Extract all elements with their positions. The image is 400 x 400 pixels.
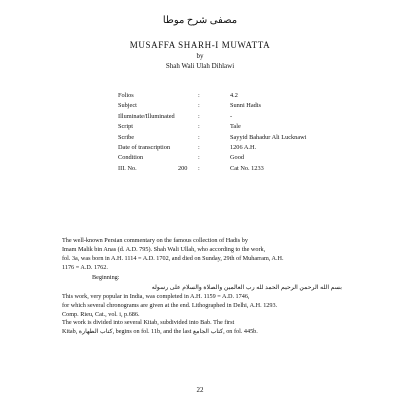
completion-paragraph — [62, 292, 352, 319]
meta-row-folios — [118, 92, 328, 102]
meta-row-subject — [118, 102, 328, 112]
meta-colon: : — [198, 143, 200, 151]
meta-row-scribe — [118, 134, 328, 144]
paragraph-line: The well-known Persian commentary on the famous collection of Hadis by — [62, 237, 248, 244]
by-label: by — [196, 52, 204, 60]
meta-colon: : — [198, 164, 200, 172]
meta-label: Illuminate/Illuminated — [118, 112, 175, 120]
accession-label: III. No. — [118, 164, 137, 172]
paragraph-line: Kitab, كتاب الطهارة, begins on fol. 11b, and the last كتاب الجامع, on fol. 445b. — [62, 328, 258, 335]
paragraph-line: Comp. Rieu, Cat., vol. i, p.686. — [62, 311, 140, 318]
meta-label: Scribe — [118, 133, 135, 141]
meta-row-date — [118, 144, 328, 154]
paragraph-line: This work, very popular in India, was completed in A.H. 1159 = A.D. 1746, — [62, 293, 250, 300]
meta-row-accession — [118, 165, 328, 175]
description-paragraph — [62, 236, 352, 272]
manuscript-title: MUSAFFA SHARH-I MUWATTA — [129, 40, 271, 50]
meta-label: Script — [118, 123, 134, 131]
meta-row-script — [118, 123, 328, 133]
meta-label: Subject — [118, 102, 137, 110]
meta-value: Good — [230, 154, 244, 162]
meta-colon: : — [198, 102, 200, 110]
meta-value: Tale — [230, 123, 241, 131]
meta-colon: : — [198, 133, 200, 141]
paragraph-line: fol. 3a, was born in A.H. 1114 = A.D. 1702, and died on Sunday, 29th of Muharram, A.H. — [62, 255, 284, 262]
meta-colon: : — [198, 92, 200, 99]
beginning-label: Beginning: — [92, 274, 120, 281]
meta-value: 4.2 — [230, 92, 238, 99]
metadata-table — [118, 92, 328, 175]
meta-value: Cat No. 1233 — [230, 164, 264, 172]
meta-value: Sayyid Bahadur Ali Lucknawi — [230, 133, 307, 141]
meta-value: - — [230, 112, 233, 120]
author-name: Shah Wali Ulah Dihlawi — [165, 62, 235, 70]
paragraph-line: for which several chronograms are given at the end. Lithographed in Delhi, A.H. 1293. — [62, 302, 278, 309]
urdu-title: مصفى شرح موطا — [162, 15, 238, 26]
meta-label: Condition — [118, 154, 144, 162]
meta-value: 1206 A.H. — [230, 143, 257, 151]
paragraph-line: Imam Malik bin Anas (d. A.D. 795). Shah Wali Ullah, who according to the work, — [62, 246, 266, 253]
page-number: 22 — [196, 386, 204, 394]
accession-value: 200 — [178, 164, 188, 172]
meta-colon: : — [198, 154, 200, 162]
meta-row-condition — [118, 154, 328, 164]
meta-value: Sunni Hadis — [230, 102, 261, 110]
meta-label: Date of transcription — [118, 143, 171, 151]
meta-colon: : — [198, 123, 200, 131]
meta-label: Folios — [118, 92, 134, 99]
meta-row-illuminated — [118, 113, 328, 123]
paragraph-line: The work is divided into several Kitab, subdivided into Bab. The first — [62, 319, 235, 326]
meta-colon: : — [198, 112, 200, 120]
beginning-text: بسم الله الرحمن الرحيم الحمد لله رب العالمين والصلاة والسلام على رسوله — [151, 284, 342, 291]
division-paragraph — [62, 318, 352, 336]
paragraph-line: 1176 = A.D. 1762. — [62, 264, 108, 271]
